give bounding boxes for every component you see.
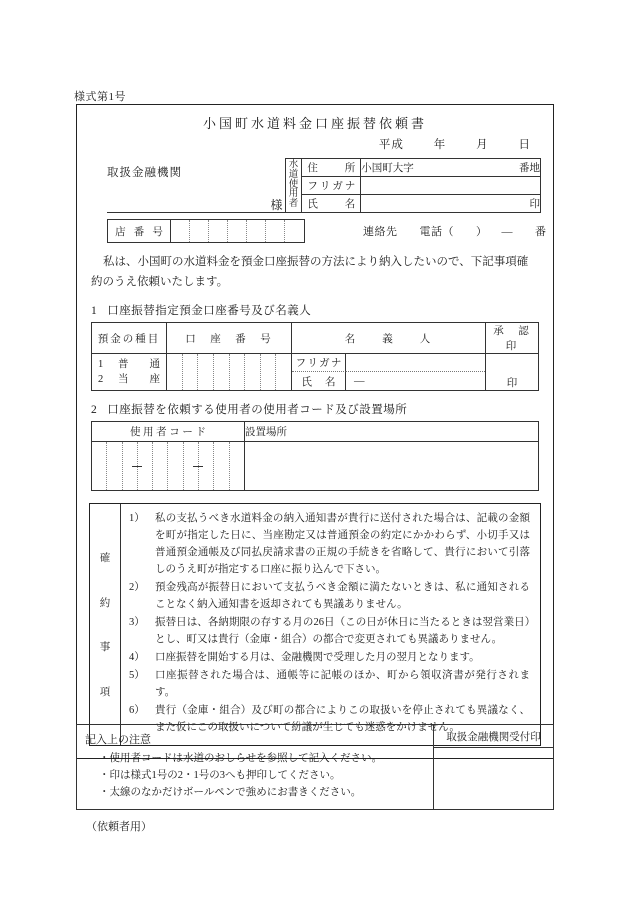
user-code-cell-box[interactable] [107, 442, 122, 490]
pledge-item-text: 振替日は、各納期限の存する月の26日（この日が休日に当たるときは翌営業日）とし、町又は貴行（金庫・組合）の都合で変更されても異議ありません。 [155, 617, 530, 646]
furigana-label: フ リ ガ ナ [302, 177, 361, 195]
pledge-item-number: 1） [129, 513, 145, 525]
pledge-item [129, 579, 530, 613]
date-line [77, 132, 553, 154]
bank-honorific: 様 [267, 198, 285, 213]
user-code-cell-box[interactable] [199, 442, 214, 490]
kind-1-number: 1 [98, 358, 104, 370]
address-value-cell[interactable] [361, 159, 541, 177]
store-number-cell[interactable] [171, 220, 190, 242]
pledge-item [129, 649, 530, 666]
address-label: 住 所 [302, 159, 361, 177]
approval-seal-header: 承 認 印 [486, 323, 539, 354]
user-code-cell-box[interactable] [168, 442, 183, 490]
receipt-stamp-area[interactable] [434, 748, 553, 809]
deposit-kind-options[interactable] [92, 355, 166, 389]
account-number-cell-box[interactable] [214, 354, 230, 390]
note-item: ・太線のなかだけボールペンで強めにお書きください。 [99, 787, 362, 798]
account-number-cell[interactable] [167, 354, 292, 391]
store-number-cell[interactable] [285, 220, 304, 242]
user-furigana-row [285, 177, 540, 195]
water-user-vertical-label: 水 道 使 用 者 [285, 159, 302, 213]
bank-name-signature-field[interactable] [107, 198, 285, 213]
account-holder-cell [292, 354, 486, 391]
pledge-item-text: 私の支払うべき水道料金の納入通知書が貴行に送付された場合は、記載の金額を町が指定した日に、当座勘定又は普通預金の約定にかかわらず、小切手又は普通預金通帳及び同払戻請求書の正規の手続きを省略して、貴行において引落しのうえ町が指定する口座に振り込んで下さい。 [155, 513, 530, 576]
receipt-stamp-box [434, 724, 554, 810]
pledge-item-number: 4） [129, 652, 145, 664]
user-code-cell-box[interactable] [184, 442, 199, 490]
name-value-cell[interactable] [361, 195, 541, 213]
user-code-header-row [92, 422, 539, 442]
furigana-value-cell[interactable] [361, 177, 541, 195]
form-number: 様式第1号 [74, 91, 126, 103]
pledge-item [129, 510, 530, 578]
pledge-vertical-label: 確 約 事 項 [90, 504, 121, 745]
era-label: 平成 [378, 139, 404, 151]
kind-1-label: 普 通 [118, 358, 160, 370]
user-seal-mark: 印 [529, 199, 540, 210]
user-code-cell-box[interactable] [92, 442, 107, 490]
user-code-cells[interactable] [92, 442, 244, 490]
notes-list [85, 750, 425, 801]
address-prefix: 小国町大字 [361, 163, 414, 174]
pledge-item [129, 614, 530, 648]
pledge-item-text: 貴行（金庫・組合）及び町の都合によりこの取扱いを停止されても異議なく、また仮にこの取扱いについて紛議が生じても迷惑をかけません。 [155, 705, 530, 734]
pledge-item-text: 預金残高が振替日において支払うべき金額に満たないときは、私に通知されることなく納入通知書を返却されても異議ありません。 [155, 582, 530, 611]
user-code-cell[interactable] [92, 442, 245, 491]
account-table [91, 322, 544, 391]
pledge-item-text: 口座振替された場合は、通帳等に記帳のほか、町から領収済書が発行されます。 [155, 670, 530, 699]
store-number-row [77, 213, 553, 243]
account-number-header: 口 座 番 号 [167, 323, 292, 354]
account-number-cell-box[interactable] [245, 354, 261, 390]
holder-furigana-row [292, 354, 485, 372]
pledge-item-text: 口座振替を開始する月は、金融機関で受理した月の翌月となります。 [155, 652, 480, 664]
month-label: 月 [476, 139, 489, 151]
account-table-header-row [92, 323, 539, 354]
deposit-kind-header: 預金の種目 [92, 323, 167, 354]
section2-heading [77, 391, 553, 421]
store-number-cells[interactable] [171, 220, 304, 242]
location-value-cell[interactable] [245, 442, 539, 491]
day-label: 日 [518, 139, 531, 151]
pledge-item-number: 5） [129, 670, 145, 682]
phone-ban: 番 [535, 226, 547, 238]
year-label: 年 [433, 139, 447, 151]
store-number-cell[interactable] [228, 220, 247, 242]
account-number-cell-box[interactable] [230, 354, 246, 390]
user-code-table [91, 421, 539, 491]
location-header: 設置場所 [245, 422, 539, 442]
contact-label: 連絡先 [363, 226, 398, 238]
account-number-cell-box[interactable] [167, 354, 183, 390]
bank-institution-label: 取扱金融機関 [107, 167, 182, 179]
phone-paren-close: ） [476, 226, 488, 238]
notes-title: 記入上の注意 [85, 734, 151, 746]
account-table-body-row [92, 354, 539, 391]
account-number-cell-box[interactable] [183, 354, 199, 390]
holder-name-row [292, 372, 485, 390]
pledge-item-number: 2） [129, 582, 145, 594]
holder-name-value[interactable]: — [354, 375, 365, 387]
receipt-stamp-title: 取扱金融機関受付印 [434, 725, 553, 748]
store-number-label: 店 番 号 [108, 220, 171, 242]
section2-title: 口座振替を依頼する使用者の使用者コード及び設置場所 [107, 404, 408, 417]
notes-box [76, 724, 434, 810]
page-title: 小国町水道料金口座振替依頼書 [202, 116, 427, 131]
phone-label: 電話（ [419, 226, 454, 238]
pledge-item-number: 6） [129, 705, 145, 717]
section1-heading [77, 292, 553, 322]
water-user-table [285, 158, 541, 213]
pledge-item-number: 3） [129, 617, 145, 629]
deposit-kind-option-futsu[interactable] [98, 357, 160, 372]
name-label: 氏 名 [302, 195, 361, 213]
user-name-row [285, 195, 540, 213]
phone-dash: — [501, 226, 513, 238]
section1-number: 1 [91, 305, 98, 318]
account-number-cells[interactable] [167, 354, 291, 390]
user-code-cell-box[interactable] [230, 442, 244, 490]
section2-table-wrap [77, 421, 553, 491]
account-number-cell-box[interactable] [261, 354, 277, 390]
section1-title: 口座振替指定預金口座番号及び名義人 [107, 305, 312, 318]
user-code-cell-box[interactable] [138, 442, 153, 490]
bank-name-input-line[interactable] [107, 198, 267, 213]
note-item: ・使用者コードは水道のおしらせを参照して記入ください。 [99, 753, 383, 764]
store-number-field[interactable] [107, 219, 305, 243]
account-number-cell-box[interactable] [276, 354, 291, 390]
holder-furigana-label: フ リ ガ ナ [292, 354, 346, 372]
note-item: ・印は様式1号の2・1号の3へも押印してください。 [99, 770, 341, 781]
contact-line [363, 223, 547, 239]
account-number-cell-box[interactable] [198, 354, 214, 390]
kind-2-label: 当 座 [118, 374, 160, 386]
user-code-cell-box[interactable] [153, 442, 168, 490]
notes-and-stamp-row [76, 724, 554, 810]
section2-number: 2 [91, 404, 98, 417]
deposit-kind-cell[interactable] [92, 354, 167, 391]
pledge-item [129, 667, 530, 701]
bank-column [89, 156, 285, 213]
pledge-section-wrap [77, 491, 553, 758]
store-number-cell[interactable] [190, 220, 209, 242]
deposit-kind-option-toza[interactable] [98, 372, 160, 387]
intro-paragraph: 私は、小国町の水道料金を預金口座振替の方法により納入したいので、下記事項確約のうえ依頼いたします。 [91, 256, 529, 288]
account-holder-inner [292, 354, 485, 390]
footer-note: （依頼者用） [86, 821, 152, 833]
store-number-cell[interactable] [266, 220, 285, 242]
user-code-header: 使 用 者 コ ー ド [92, 422, 245, 442]
approval-seal-cell[interactable]: 印 [486, 354, 539, 391]
user-code-cell-box[interactable] [214, 442, 229, 490]
address-suffix: 番地 [519, 163, 540, 174]
holder-furigana-value[interactable] [346, 354, 485, 372]
account-holder-header: 名 義 人 [292, 323, 486, 354]
store-number-cell[interactable] [247, 220, 266, 242]
user-code-body-row [92, 442, 539, 491]
user-address-row [285, 159, 540, 177]
section1-table-wrap [77, 322, 553, 391]
pledge-item-list [121, 504, 540, 745]
store-number-cell[interactable] [209, 220, 228, 242]
pledge-box [89, 503, 541, 746]
user-code-cell-box[interactable] [123, 442, 138, 490]
main-form-box [76, 104, 554, 759]
holder-name-label: 氏 名 [292, 372, 346, 390]
bank-and-user-section [77, 154, 553, 213]
kind-2-number: 2 [98, 374, 104, 386]
